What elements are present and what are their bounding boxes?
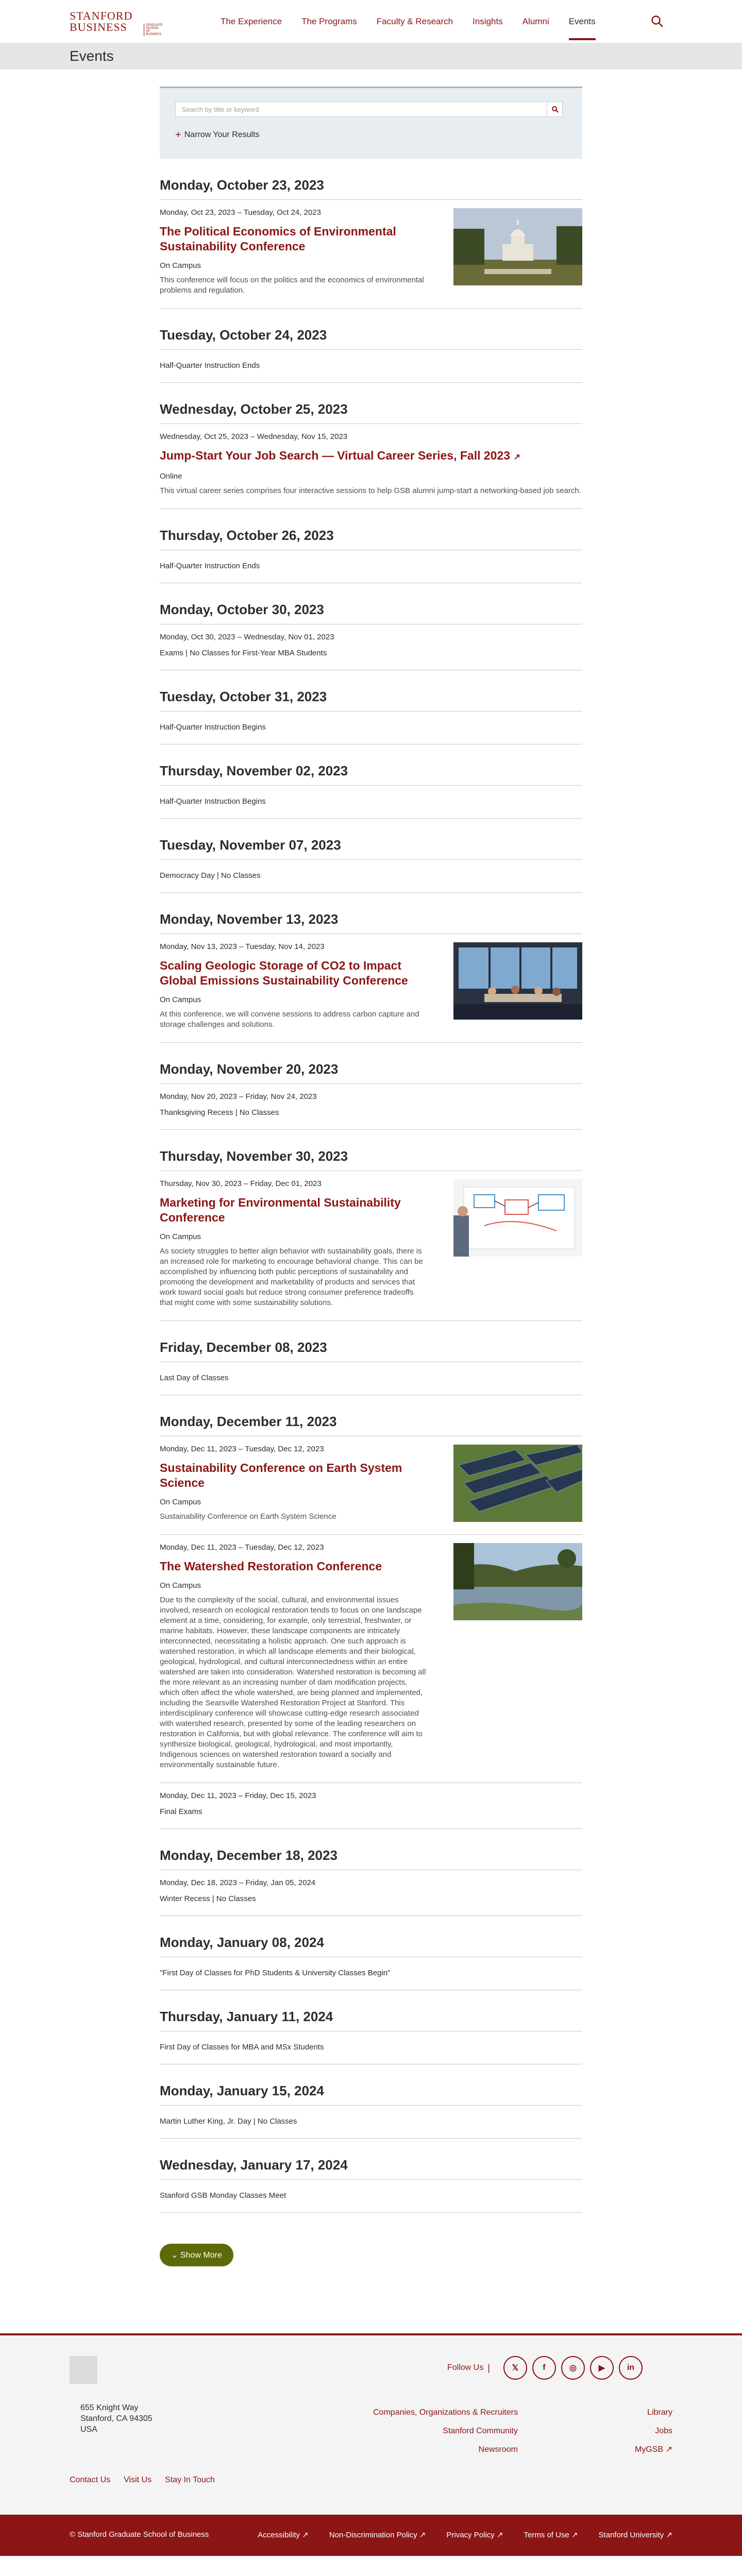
event-body <box>160 633 428 657</box>
calendar-note <box>160 624 582 670</box>
address-line: 655 Knight Way <box>80 2403 139 2412</box>
day-heading: Thursday, October 26, 2023 <box>160 528 582 550</box>
show-more-label: Show More <box>180 2251 222 2260</box>
event-day <box>160 159 582 309</box>
event-body <box>160 942 428 1030</box>
legal-bar <box>0 2515 742 2556</box>
event-body <box>160 1543 428 1770</box>
calendar-note <box>160 1870 582 1916</box>
calendar-note <box>160 1362 582 1395</box>
day-heading: Monday, November 13, 2023 <box>160 911 582 934</box>
event-card <box>160 200 582 309</box>
event-title: The Political Economics of Environmental Sustainability Conference <box>160 225 396 253</box>
legal-link-accessibility[interactable]: Accessibility ↗ <box>258 2531 309 2539</box>
follow-us-label: Follow Us <box>447 2363 484 2372</box>
calendar-note <box>160 786 582 819</box>
event-title: Scaling Geologic Storage of CO2 to Impact Global Emissions Sustainability Conference <box>160 959 408 987</box>
footer-link-jobs[interactable]: Jobs <box>655 2427 672 2435</box>
event-location: On Campus <box>160 1498 201 1506</box>
day-heading: Tuesday, October 24, 2023 <box>160 327 582 350</box>
event-thumbnail[interactable] <box>453 1179 582 1308</box>
event-description: As society struggles to better align behavior with sustainability goals, there is an increased role for marketing to encourage behavioral change. This can be accomplished by influencing both public perceptions of sustainability and promoting the development and marketability of products and services that work toward social goals but reduce strong consumer preference tradeoffs that might come with some sustainability solutions. <box>160 1247 423 1307</box>
site-header <box>0 0 742 43</box>
event-body <box>160 562 428 570</box>
event-title: The Watershed Restoration Conference <box>160 1560 382 1573</box>
search-icon <box>650 14 664 28</box>
event-body <box>160 1179 428 1308</box>
event-title-link[interactable] <box>160 448 582 465</box>
event-location: On Campus <box>160 261 201 270</box>
event-day <box>160 2064 582 2139</box>
event-card <box>160 1535 582 1783</box>
event-note: Thanksgiving Recess | No Classes <box>160 1108 279 1117</box>
event-thumbnail[interactable] <box>453 208 582 296</box>
event-title: Sustainability Conference on Earth System Science <box>160 1461 402 1489</box>
day-heading: Tuesday, October 31, 2023 <box>160 689 582 711</box>
event-day <box>160 1043 582 1130</box>
address-line: USA <box>80 2425 97 2434</box>
event-body <box>160 1969 428 1977</box>
event-thumbnail[interactable] <box>453 942 582 1030</box>
event-title-link[interactable] <box>160 1195 428 1225</box>
footer-bottom-links <box>70 2476 228 2485</box>
day-heading: Monday, October 30, 2023 <box>160 602 582 624</box>
calendar-note <box>160 2031 582 2064</box>
follow-us-separator: | <box>487 2362 490 2373</box>
search-row <box>175 101 571 117</box>
copyright: © Stanford Graduate School of Business <box>70 2530 209 2539</box>
footer-links-right <box>635 2403 672 2459</box>
event-note: Half-Quarter Instruction Ends <box>160 361 260 370</box>
day-heading: Monday, January 08, 2024 <box>160 1935 582 1957</box>
event-note: Winter Recess | No Classes <box>160 1894 256 1903</box>
event-day <box>160 819 582 893</box>
event-date: Monday, Dec 11, 2023 – Tuesday, Dec 12, 2023 <box>160 1543 324 1552</box>
logo-line1: STANFORD <box>70 9 133 22</box>
event-title-link[interactable] <box>160 1461 428 1490</box>
event-day <box>160 2139 582 2213</box>
event-date: Monday, Dec 18, 2023 – Friday, Jan 05, 2024 <box>160 1878 316 1887</box>
show-more-button[interactable] <box>160 2244 233 2266</box>
event-day <box>160 509 582 583</box>
event-location: On Campus <box>160 1581 201 1590</box>
event-day <box>160 1990 582 2064</box>
day-heading: Friday, December 08, 2023 <box>160 1340 582 1362</box>
day-heading: Thursday, November 02, 2023 <box>160 763 582 786</box>
page-title-band <box>0 43 742 69</box>
calendar-note <box>160 350 582 383</box>
event-note: Final Exams <box>160 1807 203 1816</box>
event-date: Monday, Oct 30, 2023 – Wednesday, Nov 01, 2023 <box>160 633 334 641</box>
event-title-link[interactable] <box>160 958 428 988</box>
search-submit-button[interactable] <box>547 101 563 117</box>
address-line: Stanford, CA 94305 <box>80 2414 153 2423</box>
day-heading: Wednesday, January 17, 2024 <box>160 2157 582 2180</box>
nav-the-experience[interactable]: The Experience <box>221 16 282 26</box>
event-body <box>160 2117 428 2126</box>
event-title-link[interactable] <box>160 224 428 254</box>
calendar-note <box>160 1957 582 1990</box>
event-card <box>160 1171 582 1321</box>
event-description: At this conference, we will convene sessions to address carbon capture and storage challenges and solutions. <box>160 1010 419 1029</box>
event-day <box>160 1395 582 1829</box>
main-nav <box>221 0 615 43</box>
event-date: Monday, Dec 11, 2023 – Friday, Dec 15, 2023 <box>160 1791 316 1800</box>
follow-us <box>447 2356 643 2380</box>
event-card <box>160 1436 582 1535</box>
external-link-icon: ↗ <box>513 453 520 462</box>
day-heading: Monday, January 15, 2024 <box>160 2083 582 2106</box>
day-heading: Monday, October 23, 2023 <box>160 177 582 200</box>
footer-link-contact-us[interactable]: Contact Us <box>70 2476 111 2484</box>
event-body <box>160 1878 428 1903</box>
event-note: Exams | No Classes for First-Year MBA Students <box>160 649 327 657</box>
site-footer <box>0 2333 742 2556</box>
footer-links-mid <box>309 2403 518 2459</box>
legal-link-stanford-university[interactable]: Stanford University ↗ <box>598 2531 672 2539</box>
legal-links <box>237 2530 672 2539</box>
day-heading: Tuesday, November 07, 2023 <box>160 837 582 860</box>
event-body <box>160 871 428 880</box>
event-note: Stanford GSB Monday Classes Meet <box>160 2191 286 2200</box>
day-heading: Monday, December 11, 2023 <box>160 1414 582 1436</box>
day-heading: Thursday, January 11, 2024 <box>160 2009 582 2031</box>
legal-link-non-discrimination[interactable]: Non-Discrimination Policy ↗ <box>329 2531 426 2539</box>
event-body <box>160 2043 428 2052</box>
day-heading: Monday, November 20, 2023 <box>160 1061 582 1084</box>
event-body <box>160 361 428 370</box>
event-location: On Campus <box>160 1232 201 1241</box>
page-title: Events <box>70 48 114 64</box>
twitter-icon[interactable]: 𝕏 <box>503 2356 527 2380</box>
search-icon <box>551 106 559 113</box>
event-day <box>160 1130 582 1321</box>
narrow-results-toggle[interactable] <box>175 130 571 140</box>
event-card <box>160 424 582 509</box>
nav-alumni[interactable]: Alumni <box>522 16 549 26</box>
event-date: Thursday, Nov 30, 2023 – Friday, Dec 01, 2023 <box>160 1179 322 1188</box>
calendar-note <box>160 2106 582 2139</box>
event-body <box>160 1374 428 1382</box>
search-input[interactable] <box>175 101 547 117</box>
event-body <box>160 1445 428 1522</box>
event-note: Half-Quarter Instruction Begins <box>160 723 266 732</box>
event-body <box>160 208 428 296</box>
event-day <box>160 1916 582 1990</box>
day-heading: Monday, December 18, 2023 <box>160 1848 582 1870</box>
event-note: Half-Quarter Instruction Ends <box>160 562 260 570</box>
logo-line3: GRADUATE SCHOOL OF BUSINESS <box>144 24 159 36</box>
event-day <box>160 583 582 670</box>
show-more-wrap <box>160 2213 582 2292</box>
calendar-note <box>160 1783 582 1829</box>
event-note: Martin Luther King, Jr. Day | No Classes <box>160 2117 297 2126</box>
narrow-results-label: Narrow Your Results <box>184 130 260 139</box>
calendar-note <box>160 860 582 893</box>
event-title: Jump-Start Your Job Search — Virtual Career Series, Fall 2023 <box>160 449 511 462</box>
nav-the-programs[interactable]: The Programs <box>301 16 357 26</box>
event-day <box>160 383 582 509</box>
event-description: Sustainability Conference on Earth System Science <box>160 1512 336 1521</box>
linkedin-icon[interactable]: in <box>619 2356 643 2380</box>
event-card <box>160 934 582 1043</box>
search-panel <box>160 87 582 159</box>
chevron-down-icon: ⌄ <box>171 2251 180 2260</box>
footer-link-companies[interactable]: Companies, Organizations & Recruiters <box>373 2408 518 2417</box>
event-title: Marketing for Environmental Sustainability Conference <box>160 1196 401 1224</box>
logo-line2: BUSINESS <box>70 21 127 33</box>
event-body <box>160 1092 428 1117</box>
event-date: Monday, Nov 13, 2023 – Tuesday, Nov 14, 2023 <box>160 942 325 951</box>
nav-events[interactable]: Events <box>569 0 596 43</box>
event-note: "First Day of Classes for PhD Students & University Classes Begin" <box>160 1969 391 1977</box>
facebook-icon[interactable]: f <box>532 2356 556 2380</box>
footer-link-stanford-community[interactable]: Stanford Community <box>443 2427 518 2435</box>
calendar-note <box>160 550 582 583</box>
stanford-gsb-logo[interactable] <box>70 9 163 36</box>
event-day <box>160 670 582 744</box>
search-button[interactable] <box>650 14 664 28</box>
instagram-icon[interactable]: ◎ <box>561 2356 585 2380</box>
event-body <box>160 1791 428 1816</box>
nav-insights[interactable]: Insights <box>473 16 503 26</box>
day-heading: Wednesday, October 25, 2023 <box>160 401 582 424</box>
legal-link-privacy[interactable]: Privacy Policy ↗ <box>446 2531 503 2539</box>
event-date: Monday, Dec 11, 2023 – Tuesday, Dec 12, 2023 <box>160 1445 324 1453</box>
day-heading: Thursday, November 30, 2023 <box>160 1148 582 1171</box>
footer-address <box>80 2402 153 2435</box>
youtube-icon[interactable]: ▶ <box>590 2356 614 2380</box>
footer-link-newsroom[interactable]: Newsroom <box>478 2445 518 2454</box>
event-date: Monday, Oct 23, 2023 – Tuesday, Oct 24, 2023 <box>160 208 321 217</box>
event-description: This virtual career series comprises four interactive sessions to help GSB alumni jump-start a networking-based job search. <box>160 486 581 495</box>
event-description: Due to the complexity of the social, cultural, and environmental issues involved, research on ecological restoration tends to focus on one landscape element at a time, considering, for example, only terrestrial, freshwater, or marine habitats. However, these landscape components are intricately interconnected, necessitating a holistic approach. One such approach is watershed restoration, in which all landscape elements and their biological, geological, hydrological, and cultural interconnectedness within an entire watershed are taken into consideration. Watershed restoration is becoming all the more relevant as an increasing number of dam modification projects, which often affect the whole watershed, are being planned and implemented, including the Searsville Watershed Restoration Project at Stanford. This interdisciplinary conference will showcase cutting-edge research associated with watershed research, presented by some of the leading researchers on restoration in California, but with global relevance. The conference will aim to synthesize biological, geological, hydrological, and most importantly, Indigenous sciences on watershed restoration toward a socially and environmentally sustainable future. <box>160 1596 426 1769</box>
event-day <box>160 1321 582 1395</box>
event-body <box>160 723 428 732</box>
footer-link-library[interactable]: Library <box>647 2408 672 2417</box>
footer-logo[interactable] <box>70 2356 97 2384</box>
event-note: First Day of Classes for MBA and MSx Students <box>160 2043 324 2052</box>
footer-link-mygsb[interactable]: MyGSB ↗ <box>635 2445 672 2454</box>
event-thumbnail[interactable] <box>453 1445 582 1522</box>
events-main <box>160 69 582 2292</box>
event-note: Democracy Day | No Classes <box>160 871 261 880</box>
calendar-note <box>160 1084 582 1130</box>
event-title-link[interactable] <box>160 1559 428 1574</box>
event-location: On Campus <box>160 995 201 1004</box>
event-date: Monday, Nov 20, 2023 – Friday, Nov 24, 2023 <box>160 1092 317 1101</box>
footer-link-visit-us[interactable]: Visit Us <box>124 2476 152 2484</box>
event-day <box>160 309 582 383</box>
nav-faculty-research[interactable]: Faculty & Research <box>376 16 453 26</box>
event-body <box>160 2191 428 2200</box>
event-day <box>160 744 582 819</box>
event-list <box>160 159 582 2213</box>
footer-link-stay-in-touch[interactable]: Stay In Touch <box>165 2476 215 2484</box>
event-body <box>160 797 428 806</box>
event-note: Last Day of Classes <box>160 1374 229 1382</box>
calendar-note <box>160 2180 582 2213</box>
event-description: This conference will focus on the politics and the economics of environmental problems and regulation. <box>160 276 424 295</box>
event-body <box>160 432 582 496</box>
calendar-note <box>160 711 582 744</box>
legal-link-terms[interactable]: Terms of Use ↗ <box>524 2531 578 2539</box>
plus-icon: + <box>175 129 181 141</box>
event-location: Online <box>160 472 182 481</box>
event-day <box>160 1829 582 1916</box>
event-day <box>160 893 582 1043</box>
event-thumbnail[interactable] <box>453 1543 582 1770</box>
event-note: Half-Quarter Instruction Begins <box>160 797 266 806</box>
event-date: Wednesday, Oct 25, 2023 – Wednesday, Nov 15, 2023 <box>160 432 348 441</box>
